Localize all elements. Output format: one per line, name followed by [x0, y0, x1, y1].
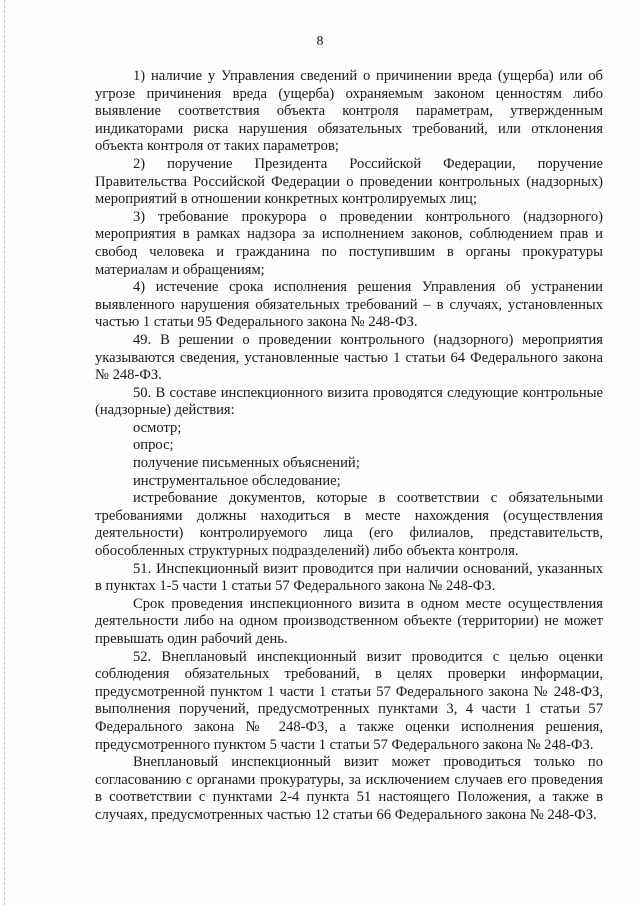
list-item-instrumental-survey: инструментальное обследование;	[133, 472, 341, 489]
paragraph-item-4: 4) истечение срока исполнения решения Управления об устранении выявленного нарушения обязательных требований – в случаях, установленных частью 1 статьи 95 Федерального закона № 248-ФЗ.	[95, 279, 603, 331]
paragraph-49: 49. В решении о проведении контрольного (надзорного) мероприятия указываются сведения, установленные частью 1 статьи 64 Федерального закона № 248-ФЗ.	[95, 331, 603, 384]
paragraph-item-1: 1) наличие у Управления сведений о причинении вреда (ущерба) или об угрозе причинения вреда (ущерба) охраняемым законом ценностям либо выявление соответствия объекта контроля параметрам, утвержденным индикаторами риска нарушения обязательных требований, или отклонения объекта контроля от таких параметров;	[95, 68, 603, 155]
paragraph-item-3: 3) требование прокурора о проведении контрольного (надзорного) мероприятия в рамках надзора за исполнением законов, соблюдением прав и свобод человека и гражданина по поступившим в органы прокуратуры материалам и обращениям;	[95, 208, 603, 278]
paragraph-unscheduled-visit: Внеплановый инспекционный визит может проводиться только по согласованию с органами прокуратуры, за исключением случаев его проведения в соответствии с пунктами 2-4 пункта 51 настоящего Положения, а также в случаях, предусмотренных частью 12 статьи 66 Федерального закона № 248-ФЗ.	[95, 754, 603, 823]
page-edge-line	[4, 0, 7, 905]
paragraph-52: 52. Внеплановый инспекционный визит проводится с целью оценки соблюдения обязательных требований, в целях проверки информации, предусмотренной пунктом 1 части 1 статьи 57 Федерального закона № 248-ФЗ, выполнения поручений, предусмотренных пунктами 3, 4 части 1 статьи 57 Федерального закона № 248-ФЗ, а также оценки исполнения решения, предусмотренного пунктом 5 части 1 статьи 57 Федерального закона № 248-ФЗ.	[95, 648, 603, 753]
paragraph-50: 50. В составе инспекционного визита проводятся следующие контрольные (надзорные) действия:	[95, 384, 603, 419]
paragraph-51: 51. Инспекционный визит проводится при наличии оснований, указанных в пунктах 1-5 части 1 статьи 57 Федерального закона № 248-ФЗ.	[95, 560, 603, 595]
paragraph-visit-duration: Срок проведения инспекционного визита в одном месте осуществления деятельности либо на одном производственном объекте (территории) не может превышать один рабочий день.	[95, 595, 603, 647]
page-number: 8	[316, 34, 324, 49]
list-item-inspection: осмотр;	[133, 419, 182, 436]
paragraph-item-2: 2) поручение Президента Российской Федерации, поручение Правительства Российской Федерации о проведении контрольных (надзорных) мероприятий в отношении конкретных контролируемых лиц;	[95, 155, 603, 208]
document-body	[95, 68, 603, 825]
list-item-document-request: истребование документов, которые в соответствии с обязательными требованиями должны находиться в месте нахождения (осуществления деятельности) контролируемого лица (его филиалов, представительств, обособленных структурных подразделений) либо объекта контроля.	[95, 490, 603, 560]
list-item-interview: опрос;	[133, 437, 174, 454]
list-item-written-explanations: получение письменных объяснений;	[133, 455, 360, 472]
